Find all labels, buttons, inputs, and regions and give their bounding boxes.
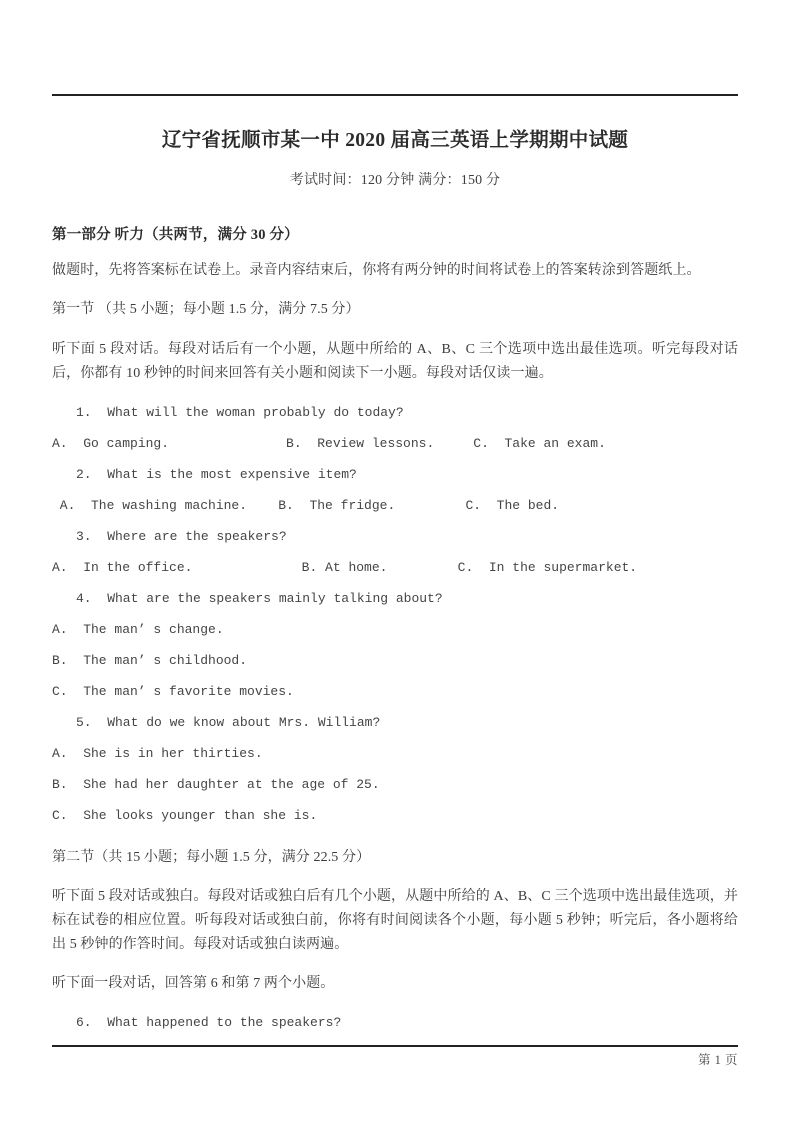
section-one-questions bbox=[52, 397, 738, 831]
question-stem: 2. What is the most expensive item? bbox=[76, 466, 357, 482]
part-one-instruction: 做题时，先将答案标在试卷上。录音内容结束后，你将有两分钟的时间将试卷上的答案转涂到答题纸上。 bbox=[52, 263, 701, 279]
document-content bbox=[52, 94, 738, 1038]
question-option[interactable]: C. The man’ s favorite movies. bbox=[52, 683, 294, 699]
question-stem: 3. Where are the speakers? bbox=[76, 528, 287, 544]
section-one-instruction: 听下面 5 段对话。每段对话后有一个小题，从题中所给的 A、B、C 三个选项中选出最佳选项。听完每段对话后，你都有 10 秒钟的时间来回答有关小题和阅读下一小题。每段对话仅读一遍。 bbox=[52, 341, 738, 381]
footer-page-number: 第 1 页 bbox=[697, 1053, 738, 1067]
question-stem: 4. What are the speakers mainly talking about? bbox=[76, 590, 443, 606]
question-options-row[interactable]: A. The washing machine. B. The fridge. C. The bed. bbox=[52, 497, 560, 513]
question-stem: 1. What will the woman probably do today? bbox=[76, 404, 404, 420]
section-one-heading: 第一节 （共 5 小题；每小题 1.5 分，满分 7.5 分） bbox=[52, 302, 360, 318]
question-options-row[interactable]: A. In the office. B. At home. C. In the supermarket. bbox=[52, 559, 638, 575]
question-option[interactable]: A. The man’ s change. bbox=[52, 621, 224, 637]
section-two-cue: 听下面一段对话，回答第 6 和第 7 两个小题。 bbox=[52, 975, 335, 991]
question-options-row[interactable]: A. Go camping. B. Review lessons. C. Take an exam. bbox=[52, 435, 606, 451]
question-option[interactable]: B. She had her daughter at the age of 25. bbox=[52, 776, 380, 792]
question-option[interactable]: C. She looks younger than she is. bbox=[52, 807, 318, 823]
question-stem: 6. What happened to the speakers? bbox=[76, 1015, 342, 1031]
exam-meta-line: 考试时间：120 分钟 满分：150 分 bbox=[289, 173, 501, 189]
footer-rule bbox=[52, 1045, 738, 1047]
question-option[interactable]: A. She is in her thirties. bbox=[52, 745, 263, 761]
section-two-instruction: 听下面 5 段对话或独白。每段对话或独白后有几个小题，从题中所给的 A、B、C 三个选项中选出最佳选项，并标在试卷的相应位置。听每段对话或独白前，你将有时间阅读各个小题，每小题 5 秒钟；听完后，各小题将给出 5 秒钟的作答时间。每段对话或独白读两遍。 bbox=[52, 888, 738, 952]
question-stem: 5. What do we know about Mrs. William? bbox=[76, 714, 381, 730]
part-one-heading: 第一部分 听力（共两节，满分 30 分） bbox=[52, 227, 299, 244]
section-two-heading: 第二节（共 15 小题；每小题 1.5 分，满分 22.5 分） bbox=[52, 849, 371, 865]
question-option[interactable]: B. The man’ s childhood. bbox=[52, 652, 248, 668]
section-two-questions bbox=[52, 1007, 738, 1038]
page-title: 辽宁省抚顺市某一中 2020 届高三英语上学期期中试题 bbox=[161, 130, 629, 151]
